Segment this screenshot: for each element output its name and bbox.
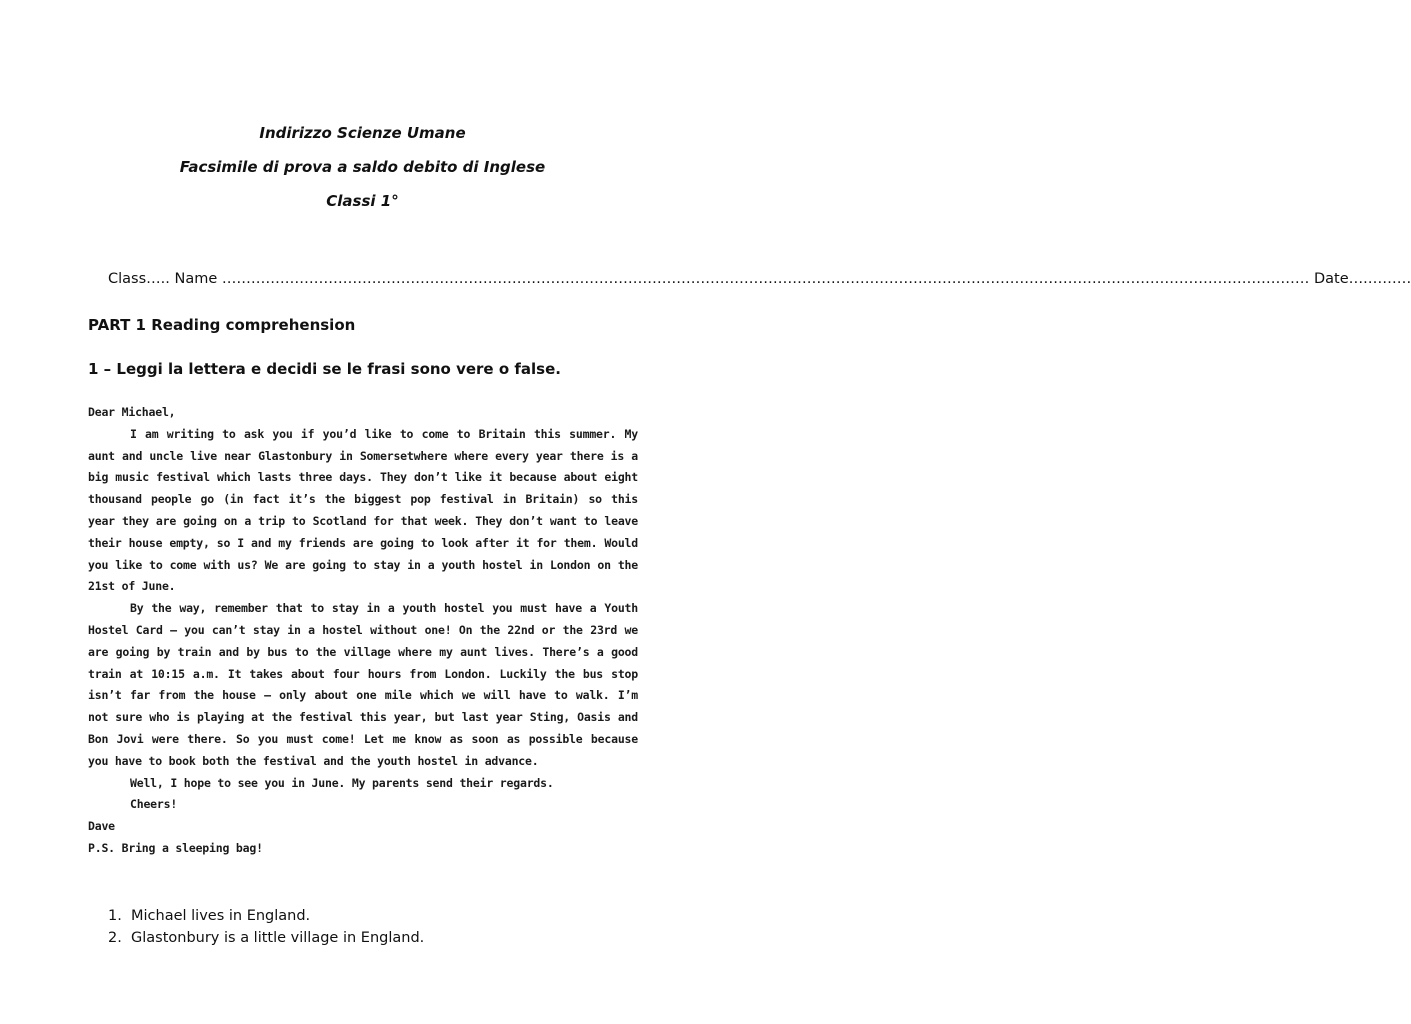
question-number: 2. bbox=[108, 930, 122, 946]
letter-paragraph-1: I am writing to ask you if you’d like to come to Britain this summer. My aunt and uncle live near Glastonbury in Somersetwhere where every year there is a big music festival which lasts three days. They don’t like it because about eight thousand people go (in fact it’s the biggest pop festival in Britain) so this year they are going on a trip to Scotland for that week. They don’t want to leave their house empty, so I and my friends are going to look after it for them. Would you like to come with us? We are going to stay in a youth hostel in London on the 21st of June. bbox=[88, 426, 638, 594]
letter bbox=[88, 402, 638, 860]
class-name-date-line: Class….. Name ……………………………………………………………………………………………………………………………………………………………………………………………………… Date….……… bbox=[108, 271, 1411, 287]
task-heading: 1 – Leggi la lettera e decidi se le frasi sono vere o false. bbox=[88, 360, 561, 378]
document-title: Indirizzo Scienze Umane bbox=[259, 124, 466, 142]
class-level: Classi 1° bbox=[326, 192, 399, 210]
letter-signature: Dave bbox=[88, 819, 115, 834]
question-list bbox=[108, 905, 424, 949]
letter-postscript: P.S. Bring a sleeping bag! bbox=[88, 840, 263, 855]
list-item bbox=[108, 905, 424, 927]
letter-closing: Well, I hope to see you in June. My parents send their regards. bbox=[130, 775, 554, 790]
part-heading: PART 1 Reading comprehension bbox=[88, 316, 356, 334]
document-subtitle: Facsimile di prova a saldo debito di Inglese bbox=[179, 158, 546, 176]
letter-cheers: Cheers! bbox=[130, 797, 178, 812]
letter-paragraph-2: By the way, remember that to stay in a youth hostel you must have a Youth Hostel Card – you can’t stay in a hostel without one! On the 22nd or the 23rd we are going by train and by bus to the village where my aunt lives. There’s a good train at 10:15 a.m. It takes about four hours from London. Luckily the bus stop isn’t far from the house – only about one mile which we will have to walk. I’m not sure who is playing at the festival this year, but last year Sting, Oasis and Bon Jovi were there. So you must come! Let me know as soon as possible because you have to book both the festival and the youth hostel in advance. bbox=[88, 601, 638, 768]
letter-salutation: Dear Michael, bbox=[88, 405, 176, 419]
list-item bbox=[108, 927, 424, 949]
question-number: 1. bbox=[108, 908, 122, 924]
question-text: Michael lives in England. bbox=[131, 908, 311, 924]
question-text: Glastonbury is a little village in England. bbox=[131, 930, 425, 946]
